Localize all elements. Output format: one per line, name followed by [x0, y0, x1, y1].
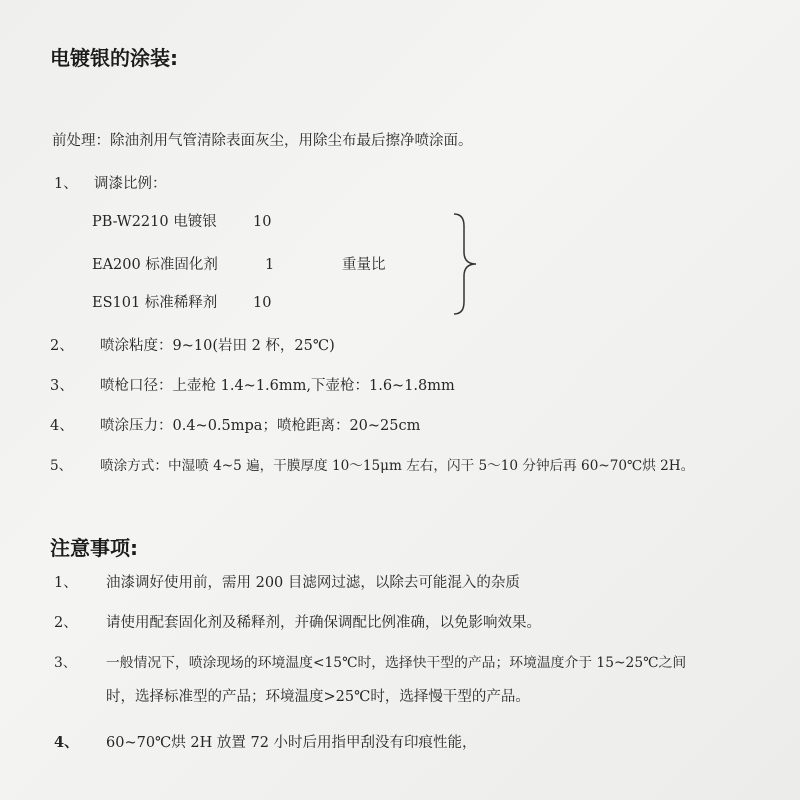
ratio-label: 重量比 — [342, 257, 386, 273]
page-title: 电镀银的涂装: — [50, 46, 178, 70]
note-text-continued: 时，选择标准型的产品；环境温度>25℃时，选择慢干型的产品。 — [106, 689, 530, 705]
step-text: 喷枪口径：上壶枪 1.4~1.6mm,下壶枪：1.6~1.8mm — [100, 378, 455, 394]
note-number: 3、 — [54, 655, 77, 671]
mix-name: PB-W2210 电镀银 — [92, 214, 217, 230]
note-number: 1、 — [54, 575, 78, 591]
step-number: 2、 — [50, 338, 74, 354]
mix-qty: 1 — [265, 257, 275, 273]
note-number: 4、 — [54, 734, 79, 751]
mix-name: ES101 标准稀释剂 — [92, 295, 218, 311]
note-number: 2、 — [54, 615, 78, 631]
step-number: 3、 — [50, 378, 74, 394]
right-brace-icon — [452, 212, 482, 316]
notes-title: 注意事项: — [50, 536, 138, 560]
note-text: 油漆调好使用前，需用 200 目滤网过滤，以除去可能混入的杂质 — [106, 575, 520, 591]
step-number: 4、 — [50, 418, 74, 434]
step-text: 喷涂方式：中湿喷 4~5 遍，干膜厚度 10～15μm 左右，闪干 5～10 分钟后再 60~70℃烘 2H。 — [100, 458, 695, 474]
step-text: 调漆比例： — [94, 176, 167, 192]
mix-name: EA200 标准固化剂 — [92, 257, 218, 273]
mix-qty: 10 — [253, 214, 272, 230]
mix-qty: 10 — [253, 295, 272, 311]
step-number: 5、 — [50, 458, 73, 474]
step-number: 1、 — [54, 176, 78, 192]
step-text: 喷涂压力：0.4~0.5mpa；喷枪距离：20~25cm — [100, 418, 421, 434]
pretreatment-text: 前处理：除油剂用气管清除表面灰尘，用除尘布最后擦净喷涂面。 — [52, 133, 473, 149]
note-text: 一般情况下，喷涂现场的环境温度<15℃时，选择快干型的产品；环境温度介于 15~25℃之间 — [106, 655, 687, 671]
step-text: 喷涂粘度：9~10(岩田 2 杯，25℃) — [100, 338, 335, 354]
note-text: 60~70℃烘 2H 放置 72 小时后用指甲刮没有印痕性能， — [106, 735, 477, 751]
note-text: 请使用配套固化剂及稀释剂，并确保调配比例准确，以免影响效果。 — [106, 615, 541, 631]
